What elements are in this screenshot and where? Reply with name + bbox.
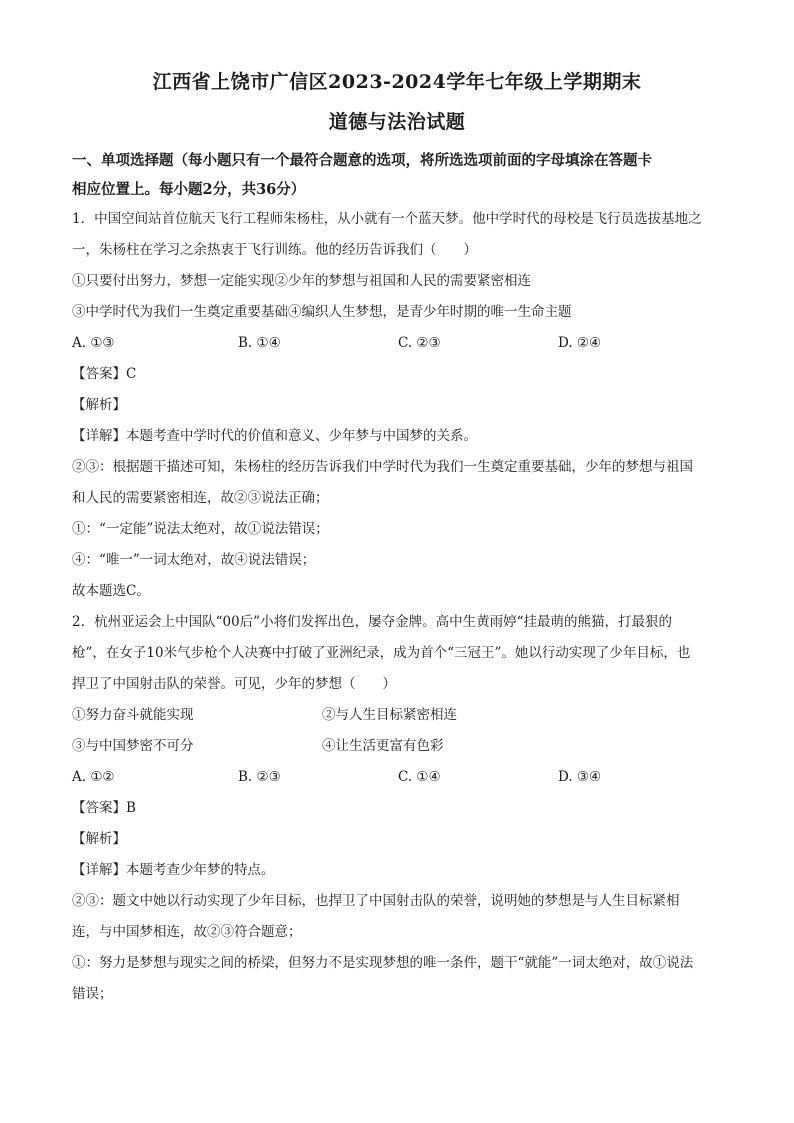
q2-statements-row1 <box>72 700 722 731</box>
q1-stem-line1: 1．中国空间站首位航天飞行工程师朱杨柱，从小就有一个蓝天梦。他中学时代的母校是飞行员选拔基地之 <box>72 211 702 227</box>
q1-analysis-label: 【解析】 <box>72 397 126 413</box>
q1-explanation-1-line1: ②③：根据题干描述可知，朱杨柱的经历告诉我们中学时代为我们一生奠定重要基础，少年的梦想与祖国 <box>72 459 693 475</box>
q1-option-d: D. ②④ <box>558 335 602 351</box>
q2-option-c: C. ①④ <box>398 769 441 785</box>
q1-option-b: B. ①④ <box>238 335 281 351</box>
q1-explanation-1-line2: 和人民的需要紧密相连，故②③说法正确； <box>72 490 329 506</box>
q2-explanation-2-line1: ①：努力是梦想与现实之间的桥梁，但努力不是实现梦想的唯一条件，题干“就能”一词太绝对，故①说法 <box>72 955 694 971</box>
q2-statement-2: ②与人生目标紧密相连 <box>322 707 457 723</box>
q2-explanation-1-line1: ②③：题文中她以行动实现了少年目标，也捍卫了中国射击队的荣誉，说明她的梦想是与人生目标紧相 <box>72 893 680 909</box>
q1-explanation-3: ④：“唯一”一词太绝对，故④说法错误； <box>72 552 316 568</box>
question-1 <box>72 204 722 607</box>
q2-option-d: D. ③④ <box>558 769 602 785</box>
q2-stem-line2: 枪”，在女子10米气步枪个人决赛中打破了亚洲纪录，成为首个“三冠王”。她以行动实现了少年目标，也 <box>72 645 691 661</box>
q2-explanation-1-line2: 连，与中国梦相连，故②③符合题意； <box>72 924 302 940</box>
q1-explanation-2: ①：“一定能”说法太绝对，故①说法错误； <box>72 521 329 537</box>
section-heading-line2: 相应位置上。每小题2分，共36分） <box>72 181 306 198</box>
q2-statements-row2 <box>72 731 722 762</box>
q1-conclusion: 故本题选C。 <box>72 583 150 599</box>
q1-answer: 【答案】C <box>72 366 137 382</box>
q2-option-b: B. ②③ <box>238 769 281 785</box>
q2-answer: 【答案】B <box>72 800 136 816</box>
q2-statement-1: ①努力奋斗就能实现 <box>72 707 194 723</box>
section-heading-line1: 一、单项选择题（每小题只有一个最符合题意的选项，将所选选项前面的字母填涂在答题卡 <box>72 152 652 169</box>
q2-explanation-2-line2: 错误； <box>72 986 113 1002</box>
q1-statements-line1: ①只要付出努力，梦想一定能实现②少年的梦想与祖国和人民的需要紧密相连 <box>72 273 531 289</box>
q1-statements-line2: ③中学时代为我们一生奠定重要基础④编织人生梦想，是青少年时期的唯一生命主题 <box>72 304 572 320</box>
q2-option-a: A. ①② <box>72 769 115 785</box>
section-heading <box>72 146 722 204</box>
q2-analysis-label: 【解析】 <box>72 831 126 847</box>
q1-detail: 【详解】本题考查中学时代的价值和意义、少年梦与中国梦的关系。 <box>72 428 477 444</box>
exam-title: 江西省上饶市广信区2023-2024学年七年级上学期期末 <box>152 71 642 93</box>
q2-stem-line3: 捍卫了中国射击队的荣誉。可见，少年的梦想（ ） <box>72 676 396 692</box>
question-2 <box>72 607 722 1010</box>
q2-options <box>72 762 722 793</box>
q1-option-a: A. ①③ <box>72 335 115 351</box>
exam-subtitle: 道德与法治试题 <box>328 111 466 133</box>
q1-option-c: C. ②③ <box>398 335 441 351</box>
q2-statement-3: ③与中国梦密不可分 <box>72 738 194 754</box>
q1-options <box>72 328 722 359</box>
q1-stem-line2: 一，朱杨柱在学习之余热衷于飞行训练。他的经历告诉我们（ ） <box>72 242 477 258</box>
q2-statement-4: ④让生活更富有色彩 <box>322 738 444 754</box>
q2-stem-line1: 2．杭州亚运会上中国队“00后”小将们发挥出色，屡夺金牌。高中生黄雨婷“挂最萌的熊猫，打最狠的 <box>72 614 672 630</box>
q2-detail: 【详解】本题考查少年梦的特点。 <box>72 862 275 878</box>
